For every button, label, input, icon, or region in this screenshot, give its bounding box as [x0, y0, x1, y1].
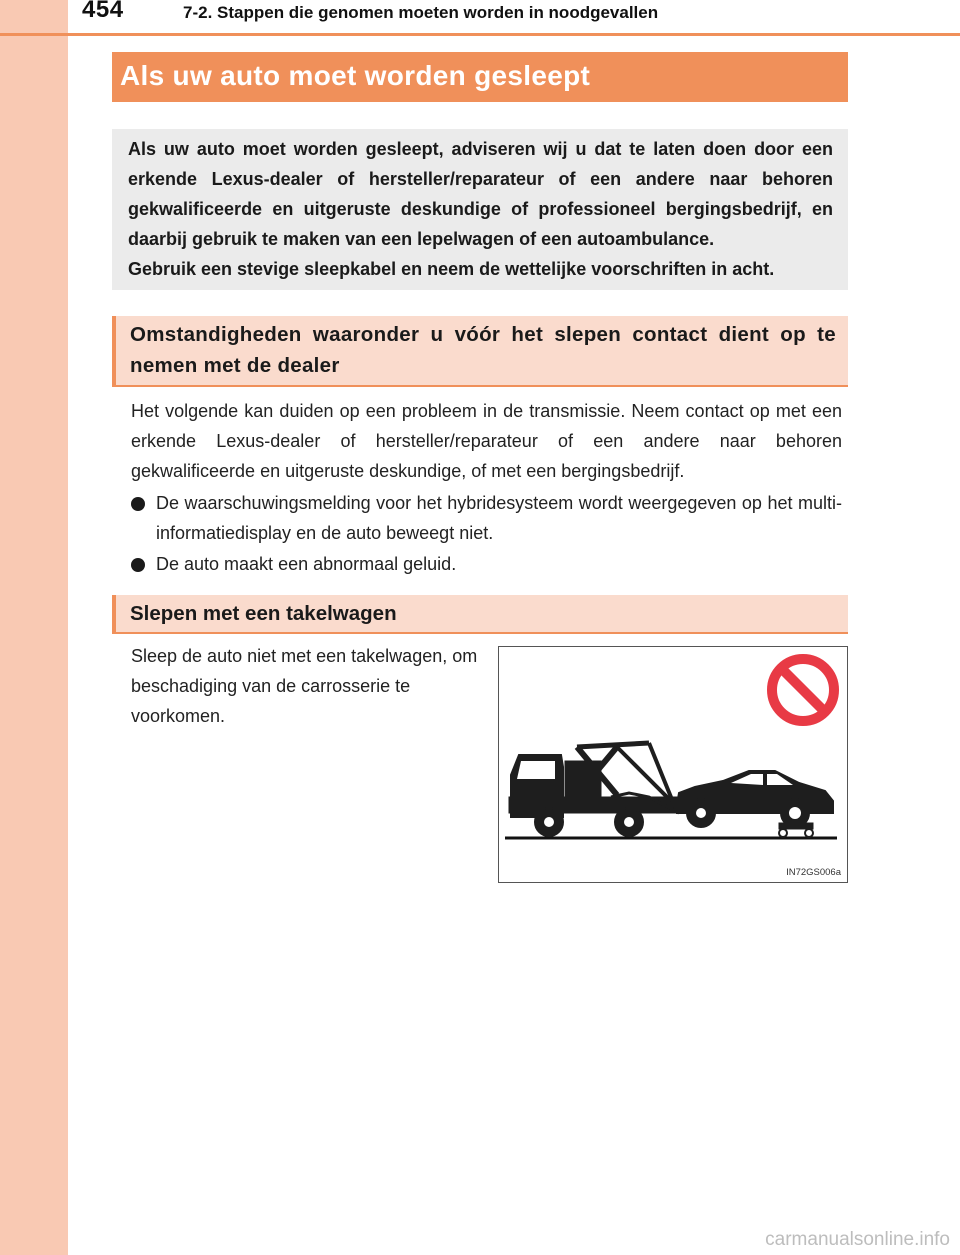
- chapter-title: 7-2. Stappen die genomen moeten worden in noodgevallen: [183, 3, 659, 22]
- left-margin-strip: [0, 0, 68, 1255]
- subheading-contact-dealer: Omstandigheden waaronder u vóór het slepen contact dient op te nemen met de dealer: [112, 316, 848, 387]
- tow-truck-icon: [509, 743, 679, 836]
- list-item-text: De waarschuwingsmelding voor het hybridesysteem wordt weergegeven op het multi-informatiedisplay en de auto beweegt niet.: [156, 493, 842, 543]
- bullet-icon: [131, 558, 145, 572]
- watermark: carmanualsonline.info: [765, 1229, 950, 1250]
- figure-code: IN72GS006a: [786, 867, 841, 878]
- tow-truck-illustration: [498, 646, 848, 883]
- header-rule: [0, 33, 960, 36]
- intro-text-line2: Gebruik een stevige sleepkabel en neem de wettelijke voorschriften in acht.: [128, 259, 775, 279]
- list-item-text: De auto maakt een abnormaal geluid.: [156, 554, 457, 574]
- tow-paragraph: Sleep de auto niet met een takelwagen, om beschadiging van de carrosserie te voorkomen.: [131, 646, 478, 726]
- tow-truck-drawing: [499, 647, 847, 882]
- intro-box: [112, 129, 848, 290]
- prohibition-icon: [772, 659, 834, 721]
- subheading-tow-truck: Slepen met een takelwagen: [112, 595, 848, 634]
- towed-car-icon: [677, 771, 833, 837]
- contact-paragraph: Het volgende kan duiden op een probleem in de transmissie. Neem contact op met een erkende Lexus-dealer of hersteller/reparateur of een andere naar behoren gekwalificeerde en uitgeruste deskundige, of met een bergingsbedrijf.: [131, 401, 842, 481]
- bullet-icon: [131, 497, 145, 511]
- intro-text: Als uw auto moet worden gesleept, adviseren wij u dat te laten doen door een erkende Lexus-dealer of hersteller/reparateur of een andere naar behoren gekwalificeerde en uitgeruste deskundige of professioneel bergingsbedrijf, en daarbij gebruik te maken van een lepelwagen of een autoambulance.: [128, 139, 833, 249]
- list-item: [131, 549, 842, 581]
- page-number: 454: [82, 0, 124, 23]
- list-item: [131, 488, 842, 550]
- section-title: Als uw auto moet worden gesleept: [112, 52, 848, 102]
